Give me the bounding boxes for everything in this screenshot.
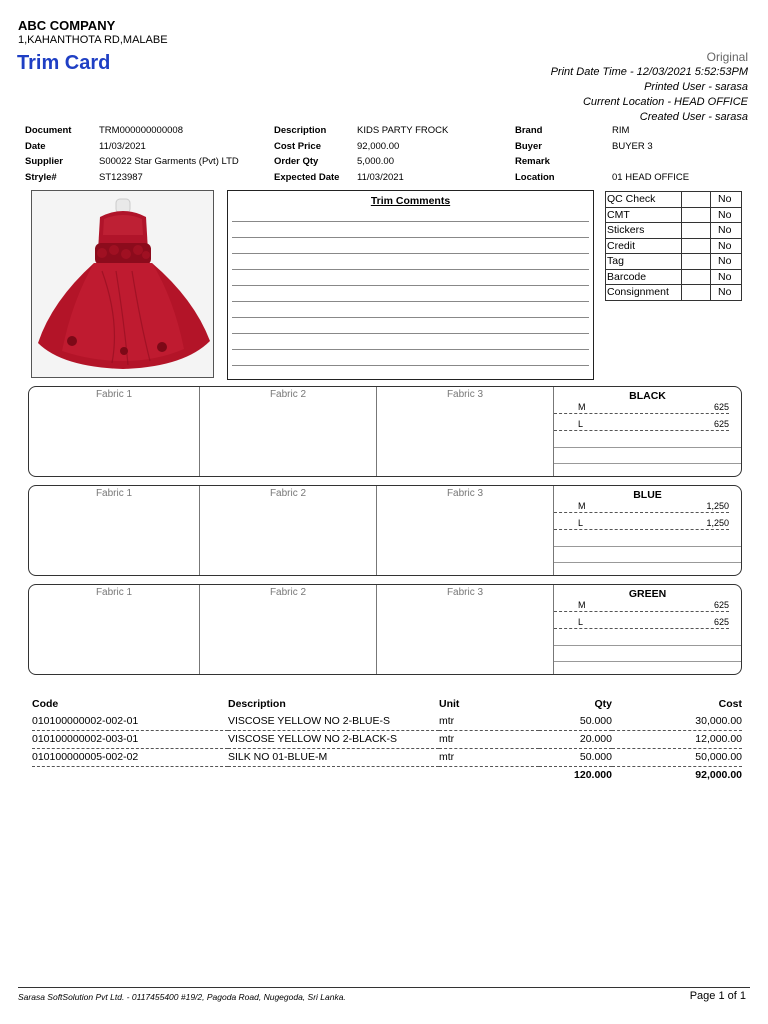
size-label: L [578,518,584,528]
size-row [554,513,729,530]
item-cost: 12,000.00 [612,730,742,748]
color-name: GREEN [628,588,667,600]
color-sizes [554,387,741,476]
size-row [554,595,729,612]
description-label: Description [274,125,327,136]
check-row-consignment [606,285,742,301]
total-cost: 92,000.00 [695,769,742,782]
comment-line [232,317,589,318]
size-row [554,496,729,513]
info-labels-col2 [274,123,339,185]
company-address: 1,KAHANTHOTA RD,MALABE [18,34,168,46]
check-spacer [682,254,711,270]
item-code: 010100000002-002-01 [32,712,228,730]
size-qty: 1,250 [706,501,729,511]
check-spacer [682,223,711,239]
comment-line [232,253,589,254]
info-values-col1 [99,123,239,185]
fabric-cell [29,486,200,575]
page-title: Trim Card [17,52,111,74]
document-value: TRM000000000008 [99,125,183,136]
fabric-label: Fabric 3 [446,488,484,499]
fabric-label: Fabric 3 [446,389,484,400]
size-label: M [578,402,586,412]
location-label: Location [515,171,555,183]
cost-price-label: Cost Price [274,140,321,152]
check-row-barcode [606,269,742,285]
item-cost: 50,000.00 [612,748,742,766]
item-unit: mtr [439,712,539,730]
totals-row [32,766,742,784]
order-qty-value: 5,000.00 [357,156,394,167]
col-description-header: Description [228,698,286,710]
table-row [32,712,742,730]
fabric-cell [377,387,554,476]
printed-user: Printed User - sarasa [644,81,748,93]
check-value: No [711,207,742,223]
check-spacer [682,269,711,285]
check-label: QC Check [606,192,682,208]
document-label: Document [25,125,72,136]
fabric-cell [200,387,377,476]
trim-comments-title: Trim Comments [370,195,451,207]
size-qty: 1,250 [706,518,729,528]
date-label: Date [25,140,46,152]
style-value: ST123987 [99,171,143,183]
size-label: M [578,600,586,610]
info-labels-col1 [25,123,71,185]
fabric-label: Fabric 2 [269,587,307,598]
size-qty: 625 [713,419,729,429]
check-value: No [711,269,742,285]
check-label: Barcode [606,269,682,285]
fabric-cell [377,486,554,575]
totals-spacer [32,766,228,784]
fabric-cell [377,585,554,674]
footer-text: Sarasa SoftSolution Pvt Ltd. - 0117455400 #19/2, Pagoda Road, Nugegoda, Sri Lanka. [18,992,346,1002]
color-block-green [28,584,742,675]
description-value: KIDS PARTY FROCK [357,125,449,136]
comment-line [232,221,589,222]
order-qty-label: Order Qty [274,156,319,167]
table-row [32,730,742,748]
fabric-label: Fabric 3 [446,587,484,598]
check-value: No [711,238,742,254]
fabric-cell [200,486,377,575]
brand-label: Brand [515,125,543,136]
totals-spacer [439,766,539,784]
page-number: Page 1 of 1 [689,990,746,1002]
info-values-col2 [357,123,448,185]
check-label: Credit [606,238,682,254]
totals-spacer [228,766,439,784]
copy-label: Original [706,50,748,64]
comment-line [232,365,589,366]
color-sizes [554,585,741,674]
check-row-qc [606,192,742,208]
comment-line [232,333,589,334]
check-value: No [711,254,742,270]
size-qty: 625 [713,600,729,610]
comment-line [232,349,589,350]
buyer-label: Buyer [515,140,542,152]
buyer-value: BUYER 3 [612,140,653,152]
check-label: CMT [606,207,682,223]
product-image [31,190,214,378]
check-value: No [711,285,742,301]
supplier-value: S00022 Star Garments (Pvt) LTD [99,156,239,167]
table-row [32,748,742,766]
current-location: Current Location - HEAD OFFICE [582,96,748,108]
dress-image [32,191,214,378]
footer-divider [18,987,750,988]
item-qty: 50.000 [539,712,612,730]
size-label: L [578,617,584,627]
size-line [554,463,741,464]
item-cost: 30,000.00 [612,712,742,730]
item-unit: mtr [439,730,539,748]
size-line [554,661,741,662]
size-line [554,645,741,646]
item-description: SILK NO 01-BLUE-M [228,748,439,766]
items-table [32,696,742,784]
style-label: Stryle# [25,171,57,183]
print-datetime: Print Date Time - 12/03/2021 5:52:53PM [550,66,748,78]
size-qty: 625 [713,617,729,627]
check-label: Stickers [606,223,682,239]
created-user: Created User - sarasa [639,111,748,123]
comment-line [232,237,589,238]
fabric-label: Fabric 1 [95,587,133,598]
check-label: Tag [606,254,682,270]
size-line [554,562,741,563]
size-row [554,612,729,629]
info-values-col3 [612,123,689,185]
col-qty-header: Qty [594,698,612,710]
col-cost-header: Cost [718,698,742,710]
check-spacer [682,192,711,208]
trim-comments-box [227,190,594,380]
remark-value [612,154,689,170]
location-value: 01 HEAD OFFICE [612,171,690,183]
fabric-label: Fabric 1 [95,488,133,499]
color-name: BLACK [629,390,666,402]
comment-line [232,285,589,286]
item-code: 010100000005-002-02 [32,748,228,766]
total-qty: 120.000 [574,769,612,782]
fabric-cell [200,585,377,674]
item-unit: mtr [439,748,539,766]
item-code: 010100000002-003-01 [32,730,228,748]
size-row [554,397,729,414]
color-name: BLUE [633,489,662,501]
item-description: VISCOSE YELLOW NO 2-BLACK-S [228,730,439,748]
size-line [554,447,741,448]
checks-table [605,191,742,301]
fabric-label: Fabric 2 [269,488,307,499]
brand-value: RIM [612,125,630,136]
item-qty: 50.000 [539,748,612,766]
check-value: No [711,192,742,208]
date-value: 11/03/2021 [99,140,146,152]
comment-line [232,269,589,270]
fabric-cell [29,387,200,476]
expected-date-label: Expected Date [274,171,340,183]
check-spacer [682,207,711,223]
items-header-row [32,696,742,712]
col-unit-header: Unit [439,698,460,710]
size-label: M [578,501,586,511]
comment-line [232,301,589,302]
color-block-blue [28,485,742,576]
fabric-cell [29,585,200,674]
check-row-credit [606,238,742,254]
expected-date-value: 11/03/2021 [357,171,404,183]
info-labels-col3 [515,123,555,185]
check-value: No [711,223,742,239]
size-qty: 625 [713,402,729,412]
check-label: Consignment [606,285,682,301]
cost-price-value: 92,000.00 [357,140,400,152]
check-spacer [682,238,711,254]
size-row [554,414,729,431]
fabric-label: Fabric 1 [95,389,133,400]
item-description: VISCOSE YELLOW NO 2-BLUE-S [228,712,439,730]
supplier-label: Supplier [25,156,64,167]
size-label: L [578,419,584,429]
check-row-stickers [606,223,742,239]
item-qty: 20.000 [539,730,612,748]
color-block-black [28,386,742,477]
check-row-tag [606,254,742,270]
check-spacer [682,285,711,301]
fabric-label: Fabric 2 [269,389,307,400]
size-line [554,546,741,547]
company-name: ABC COMPANY [18,18,116,33]
remark-label: Remark [515,156,550,167]
check-row-cmt [606,207,742,223]
col-code-header: Code [32,698,59,710]
color-sizes [554,486,741,575]
